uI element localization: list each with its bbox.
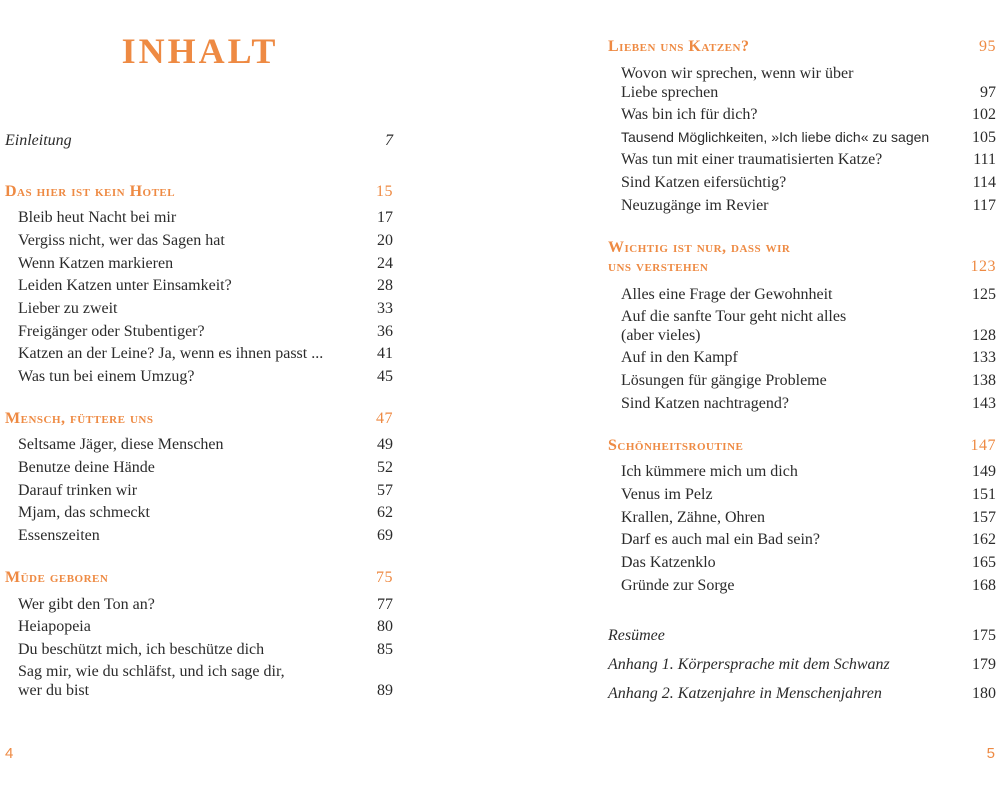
- toc-entry-appendix[interactable]: Anhang 1. Körpersprache mit dem Schwanz 179: [608, 656, 996, 673]
- toc-entry[interactable]: Ich kümmere mich um dich 149: [621, 463, 996, 480]
- toc-entry[interactable]: Venus im Pelz 151: [621, 486, 996, 503]
- toc-entry[interactable]: Sind Katzen nachtragend? 143: [621, 395, 996, 412]
- toc-entry[interactable]: Benutze deine Hände 52: [18, 459, 393, 476]
- toc-entry[interactable]: Neuzugänge im Revier 117: [621, 197, 996, 214]
- toc-entry[interactable]: Du beschützt mich, ich beschütze dich 85: [18, 641, 393, 658]
- toc-entry[interactable]: Sind Katzen eifersüchtig? 114: [621, 174, 996, 191]
- page-number: 4: [5, 745, 14, 762]
- right-page: [500, 0, 1000, 800]
- toc-entry-appendix[interactable]: Anhang 2. Katzenjahre in Menschenjahren 180: [608, 685, 996, 702]
- toc-entry[interactable]: Darauf trinken wir 57: [18, 482, 393, 499]
- toc-entry[interactable]: Wer gibt den Ton an? 77: [18, 596, 393, 613]
- toc-entry[interactable]: Auf in den Kampf 133: [621, 349, 996, 366]
- toc-entry[interactable]: Was tun bei einem Umzug? 45: [18, 368, 393, 385]
- toc-section-heading[interactable]: Müde geboren 75: [5, 569, 393, 586]
- toc-entry[interactable]: Krallen, Zähne, Ohren 157: [621, 509, 996, 526]
- toc-section-heading[interactable]: Schönheitsroutine 147: [608, 437, 996, 454]
- toc-entry[interactable]: Lieber zu zweit 33: [18, 300, 393, 317]
- toc-entry[interactable]: Lösungen für gängige Probleme 138: [621, 372, 996, 389]
- toc-entry[interactable]: Vergiss nicht, wer das Sagen hat 20: [18, 232, 393, 249]
- toc-title: INHALT: [121, 31, 279, 71]
- toc-entry[interactable]: Auf die sanfte Tour geht nicht alles (aber vieles) 128: [621, 308, 996, 344]
- toc-entry[interactable]: Sag mir, wie du schläfst, und ich sage dir, wer du bist 89: [18, 663, 393, 699]
- toc-entry[interactable]: Gründe zur Sorge 168: [621, 577, 996, 594]
- toc-entry[interactable]: Seltsame Jäger, diese Menschen 49: [18, 436, 393, 453]
- toc-entry[interactable]: Leiden Katzen unter Einsamkeit? 28: [18, 277, 393, 294]
- toc-section-heading[interactable]: Wichtig ist nur, dass wir uns verstehen 123: [608, 239, 996, 275]
- toc-entry[interactable]: Essenszeiten 69: [18, 527, 393, 544]
- toc-entry[interactable]: Das Katzenklo 165: [621, 554, 996, 571]
- toc-entry[interactable]: Freigänger oder Stubentiger? 36: [18, 323, 393, 340]
- toc-entry-intro[interactable]: [5, 131, 393, 150]
- toc-section-heading[interactable]: Mensch, füttere uns 47: [5, 410, 393, 427]
- toc-entry[interactable]: Tausend Möglichkeiten, »Ich liebe dich« zu sagen 105: [621, 129, 996, 146]
- toc-entry[interactable]: Alles eine Frage der Gewohnheit 125: [621, 286, 996, 303]
- toc-entry[interactable]: Bleib heut Nacht bei mir 17: [18, 209, 393, 226]
- toc-entry[interactable]: Darf es auch mal ein Bad sein? 162: [621, 531, 996, 548]
- toc-entry[interactable]: Wovon wir sprechen, wenn wir über Liebe sprechen 97: [621, 65, 996, 101]
- toc-entry[interactable]: Was tun mit einer traumatisierten Katze? 111: [621, 151, 996, 168]
- toc-entry[interactable]: Heiapopeia 80: [18, 618, 393, 635]
- entry-page: 7: [385, 132, 393, 149]
- toc-entry-appendix[interactable]: Resümee 175: [608, 627, 996, 644]
- page-number: 5: [986, 745, 995, 762]
- toc-section-heading[interactable]: Das hier ist kein Hotel 15: [5, 183, 393, 200]
- toc-entry[interactable]: Wenn Katzen markieren 24: [18, 255, 393, 272]
- toc-entry[interactable]: Katzen an der Leine? Ja, wenn es ihnen passt ... 41: [18, 345, 393, 362]
- entry-title: Einleitung: [5, 132, 72, 149]
- toc-entry[interactable]: Was bin ich für dich? 102: [621, 106, 996, 123]
- toc-entry[interactable]: Mjam, das schmeckt 62: [18, 504, 393, 521]
- toc-section-heading[interactable]: Lieben uns Katzen? 95: [608, 38, 996, 55]
